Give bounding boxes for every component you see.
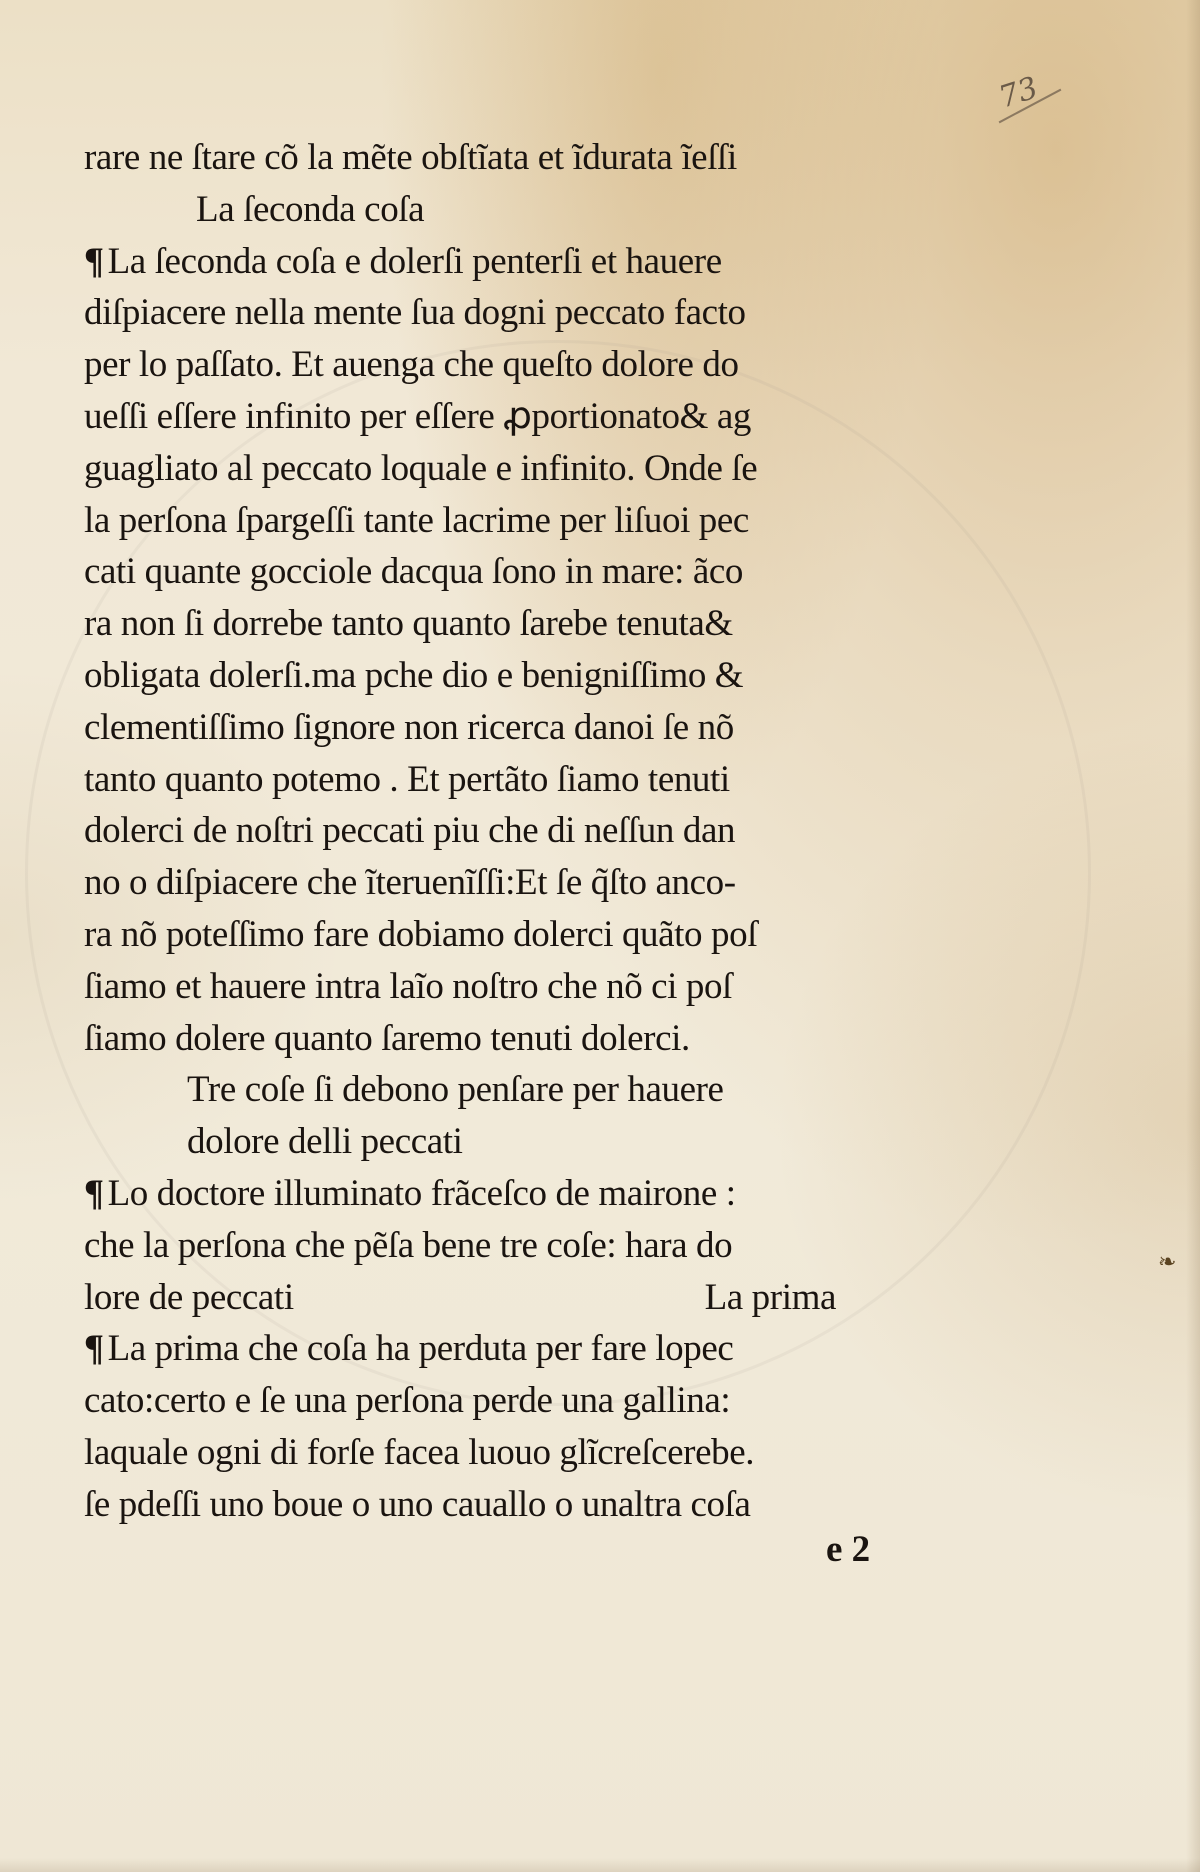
line-text: che la perſona che pẽſa bene tre coſe: hara do: [84, 1224, 733, 1266]
line-text: La ſeconda coſa e dolerſi penterſi et hauere: [107, 240, 722, 282]
text-line: [84, 1220, 914, 1272]
line-text: La prima che coſa ha perduta per fare lopec: [107, 1328, 734, 1370]
folio-number: 73: [994, 70, 1043, 116]
section-heading: [84, 1116, 914, 1168]
line-text: per lo paſſato. Et auenga che queſto dolore do: [84, 344, 739, 386]
line-text: cato:certo e ſe una perſona perde una gallina:: [84, 1380, 731, 1422]
text-line: [84, 857, 914, 909]
line-text: tanto quanto potemo . Et pertãto ſiamo tenuti: [84, 758, 730, 800]
text-line: [84, 1479, 914, 1531]
text-line: [84, 443, 914, 495]
text-line: [84, 1272, 914, 1324]
line-text: no o diſpiacere che ĩteruenĩſſi:Et ſe q̃ſto anco‑: [84, 862, 736, 904]
page-edge-bottom: [0, 1858, 1200, 1872]
text-line: [84, 1168, 914, 1220]
text-line: [84, 339, 914, 391]
text-line: [84, 650, 914, 702]
line-text: dolerci de noſtri peccati piu che di neſſun dan: [84, 810, 736, 852]
line-text: obligata dolerſi.ma pche dio e benigniſſimo &: [84, 654, 744, 696]
line-text: clementiſſimo ſignore non ricerca danoi ſe nõ: [84, 706, 734, 748]
line-text: ra non ſi dorrebe tanto quanto ſarebe tenuta&: [84, 603, 733, 645]
line-text: Lo doctore illuminato frãceſco de mairone :: [107, 1172, 736, 1214]
pilcrow-mark: ¶: [84, 240, 104, 282]
line-text: laquale ogni di forſe facea luouo glĩcreſcerebe.: [84, 1431, 755, 1473]
line-text: guagliato al peccato loquale e infinito. Onde ſe: [84, 447, 758, 489]
text-line: [84, 546, 914, 598]
line-text: cati quante gocciole dacqua ſono in mare: ãco: [84, 551, 744, 593]
pilcrow-mark: ¶: [84, 1172, 104, 1214]
text-line: [84, 495, 914, 547]
text-line: [84, 805, 914, 857]
line-text: ſiamo et hauere intra laĩo noſtro che nõ ci poſ: [84, 965, 732, 1007]
pilcrow-mark: ¶: [84, 1328, 104, 1370]
section-heading: La prima: [704, 1276, 836, 1318]
line-text: diſpiacere nella mente ſua dogni peccato facto: [84, 292, 746, 334]
text-line: [84, 961, 914, 1013]
text-line: [84, 598, 914, 650]
text-line: [84, 909, 914, 961]
margin-ornament-icon: ❧: [1158, 1250, 1177, 1275]
text-line: [84, 754, 914, 806]
section-heading: [84, 1064, 914, 1116]
text-block: [84, 132, 914, 1531]
text-line: [84, 236, 914, 288]
text-line: [84, 1323, 914, 1375]
line-text: dolore delli peccati: [187, 1121, 463, 1163]
text-line: [84, 1375, 914, 1427]
line-text: ueſſi eſſere infinito per eſſere ꝓportionato& ag: [84, 395, 751, 437]
line-text: la perſona ſpargeſſi tante lacrime per liſuoi pec: [84, 499, 749, 541]
text-line: [84, 391, 914, 443]
text-line: [84, 132, 914, 184]
line-text: Tre coſe ſi debono penſare per hauere: [187, 1069, 724, 1111]
line-text: lore de peccati: [84, 1276, 294, 1318]
signature-mark: e 2: [826, 1529, 871, 1570]
page-edge-right: [1186, 0, 1200, 1872]
line-text: ra nõ poteſſimo fare dobiamo dolerci quãto poſ: [84, 913, 758, 955]
text-line: [84, 1427, 914, 1479]
line-text: ſe pdeſſi uno boue o uno cauallo o unaltra coſa: [84, 1483, 751, 1525]
line-text: ſiamo dolere quanto ſaremo tenuti dolerci.: [84, 1017, 690, 1059]
line-text: La ſeconda coſa: [196, 188, 425, 230]
section-heading: [84, 184, 914, 236]
text-line: [84, 1013, 914, 1065]
text-line: [84, 287, 914, 339]
text-line: [84, 702, 914, 754]
line-text: rare ne ſtare cõ la mẽte obſtĩata et ĩdurata ĩeſſi: [84, 137, 737, 178]
